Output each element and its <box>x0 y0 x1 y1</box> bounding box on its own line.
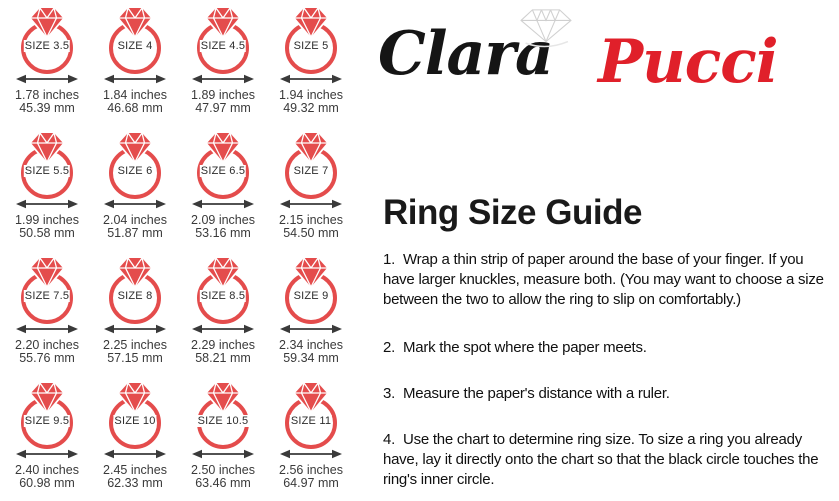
ring-size-cell <box>3 4 91 129</box>
measurement <box>3 464 91 490</box>
measurement <box>179 89 267 115</box>
page-title: Ring Size Guide <box>383 193 642 232</box>
inches-value: 2.20 inches <box>15 338 79 352</box>
inches-value: 1.84 inches <box>103 88 167 102</box>
step-number: 4. <box>383 431 396 448</box>
ring-size-label: SIZE 11 <box>290 415 332 427</box>
ring-size-cell <box>3 254 91 379</box>
inches-value: 2.29 inches <box>191 338 255 352</box>
measurement <box>91 214 179 240</box>
instruction-step <box>383 430 835 490</box>
mm-value: 55.76 mm <box>19 351 75 365</box>
diameter-arrow-icon <box>280 324 342 334</box>
inches-value: 1.99 inches <box>15 213 79 227</box>
diameter-arrow-icon <box>280 449 342 459</box>
diamond-gem-icon <box>204 256 242 289</box>
ring-size-label: SIZE 6 <box>117 165 153 177</box>
measurement <box>91 339 179 365</box>
diameter-arrow-icon <box>16 324 78 334</box>
mm-value: 64.97 mm <box>283 476 339 490</box>
step-text: Mark the spot where the paper meets. <box>403 339 647 356</box>
diamond-gem-icon <box>292 256 330 289</box>
mm-value: 57.15 mm <box>107 351 163 365</box>
diamond-gem-icon <box>28 381 66 414</box>
ring-size-label: SIZE 8.5 <box>200 290 246 302</box>
mm-value: 53.16 mm <box>195 226 251 240</box>
ring-size-cell <box>3 379 91 501</box>
diamond-gem-icon <box>28 6 66 39</box>
ring-size-cell <box>91 129 179 254</box>
ring-size-cell <box>267 129 355 254</box>
instructions-list <box>383 250 835 490</box>
inches-value: 2.45 inches <box>103 463 167 477</box>
inches-value: 2.40 inches <box>15 463 79 477</box>
diamond-gem-icon <box>204 6 242 39</box>
diamond-gem-icon <box>116 131 154 164</box>
ring-size-cell <box>91 379 179 501</box>
measurement <box>3 89 91 115</box>
ring-size-label: SIZE 5.5 <box>24 165 70 177</box>
step-text: Use the chart to determine ring size. To size a ring you already have, lay it directly onto the chart so that the black circle touches the ring's inner circle. <box>383 431 819 488</box>
diameter-arrow-icon <box>16 449 78 459</box>
ring-size-grid <box>3 4 355 501</box>
ring-size-cell <box>267 379 355 501</box>
ring-size-label: SIZE 7.5 <box>24 290 70 302</box>
mm-value: 60.98 mm <box>19 476 75 490</box>
ring-size-cell <box>179 379 267 501</box>
inches-value: 2.25 inches <box>103 338 167 352</box>
inches-value: 2.34 inches <box>279 338 343 352</box>
inches-value: 2.56 inches <box>279 463 343 477</box>
ring-size-label: SIZE 9.5 <box>24 415 70 427</box>
ring-size-cell <box>179 254 267 379</box>
diameter-arrow-icon <box>280 74 342 84</box>
step-number: 2. <box>383 339 396 356</box>
diameter-arrow-icon <box>16 74 78 84</box>
logo-text-clara: Clara <box>378 19 553 89</box>
diamond-gem-icon <box>204 381 242 414</box>
step-text: Measure the paper's distance with a ruler. <box>403 385 670 402</box>
mm-value: 54.50 mm <box>283 226 339 240</box>
diamond-outline-icon <box>512 6 580 50</box>
ring-size-cell <box>267 254 355 379</box>
mm-value: 46.68 mm <box>107 101 163 115</box>
ring-size-cell <box>267 4 355 129</box>
ring-size-label: SIZE 5 <box>293 40 329 52</box>
instruction-step <box>383 384 835 404</box>
measurement <box>3 339 91 365</box>
measurement <box>91 464 179 490</box>
measurement <box>179 214 267 240</box>
ring-size-cell <box>179 4 267 129</box>
diamond-gem-icon <box>28 256 66 289</box>
diamond-gem-icon <box>292 381 330 414</box>
mm-value: 45.39 mm <box>19 101 75 115</box>
inches-value: 1.89 inches <box>191 88 255 102</box>
measurement <box>267 214 355 240</box>
measurement <box>267 464 355 490</box>
diameter-arrow-icon <box>192 199 254 209</box>
measurement <box>179 464 267 490</box>
mm-value: 59.34 mm <box>283 351 339 365</box>
mm-value: 63.46 mm <box>195 476 251 490</box>
measurement <box>267 89 355 115</box>
ring-size-cell <box>3 129 91 254</box>
inches-value: 2.04 inches <box>103 213 167 227</box>
ring-size-label: SIZE 6.5 <box>200 165 246 177</box>
diamond-gem-icon <box>116 256 154 289</box>
diamond-gem-icon <box>28 131 66 164</box>
step-number: 1. <box>383 251 396 268</box>
diamond-gem-icon <box>116 6 154 39</box>
diamond-gem-icon <box>116 381 154 414</box>
mm-value: 47.97 mm <box>195 101 251 115</box>
ring-size-label: SIZE 10.5 <box>197 415 249 427</box>
diamond-gem-icon <box>292 6 330 39</box>
diameter-arrow-icon <box>16 199 78 209</box>
inches-value: 1.78 inches <box>15 88 79 102</box>
ring-size-cell <box>179 129 267 254</box>
inches-value: 2.09 inches <box>191 213 255 227</box>
diameter-arrow-icon <box>192 449 254 459</box>
mm-value: 50.58 mm <box>19 226 75 240</box>
inches-value: 2.50 inches <box>191 463 255 477</box>
diameter-arrow-icon <box>104 74 166 84</box>
diameter-arrow-icon <box>192 324 254 334</box>
diameter-arrow-icon <box>192 74 254 84</box>
step-number: 3. <box>383 385 396 402</box>
measurement <box>3 214 91 240</box>
diameter-arrow-icon <box>280 199 342 209</box>
diameter-arrow-icon <box>104 449 166 459</box>
ring-size-label: SIZE 9 <box>293 290 329 302</box>
mm-value: 58.21 mm <box>195 351 251 365</box>
measurement <box>91 89 179 115</box>
inches-value: 1.94 inches <box>279 88 343 102</box>
ring-size-label: SIZE 4 <box>117 40 153 52</box>
brand-logo <box>370 0 839 115</box>
instruction-step <box>383 338 835 358</box>
diameter-arrow-icon <box>104 199 166 209</box>
step-text: Wrap a thin strip of paper around the base of your finger. If you have larger knuckles, measure both. (You may want to choose a size between the two to allow the ring to slip on comfortably.) <box>383 251 824 308</box>
ring-size-cell <box>91 4 179 129</box>
instruction-step <box>383 250 835 310</box>
mm-value: 49.32 mm <box>283 101 339 115</box>
ring-size-label: SIZE 8 <box>117 290 153 302</box>
logo-text-pucci: Pucci <box>598 27 778 97</box>
ring-size-label: SIZE 4.5 <box>200 40 246 52</box>
mm-value: 51.87 mm <box>107 226 163 240</box>
ring-size-label: SIZE 3.5 <box>24 40 70 52</box>
inches-value: 2.15 inches <box>279 213 343 227</box>
ring-size-label: SIZE 10 <box>114 415 156 427</box>
measurement <box>179 339 267 365</box>
diameter-arrow-icon <box>104 324 166 334</box>
ring-size-label: SIZE 7 <box>293 165 329 177</box>
diamond-gem-icon <box>292 131 330 164</box>
measurement <box>267 339 355 365</box>
ring-size-cell <box>91 254 179 379</box>
mm-value: 62.33 mm <box>107 476 163 490</box>
diamond-gem-icon <box>204 131 242 164</box>
